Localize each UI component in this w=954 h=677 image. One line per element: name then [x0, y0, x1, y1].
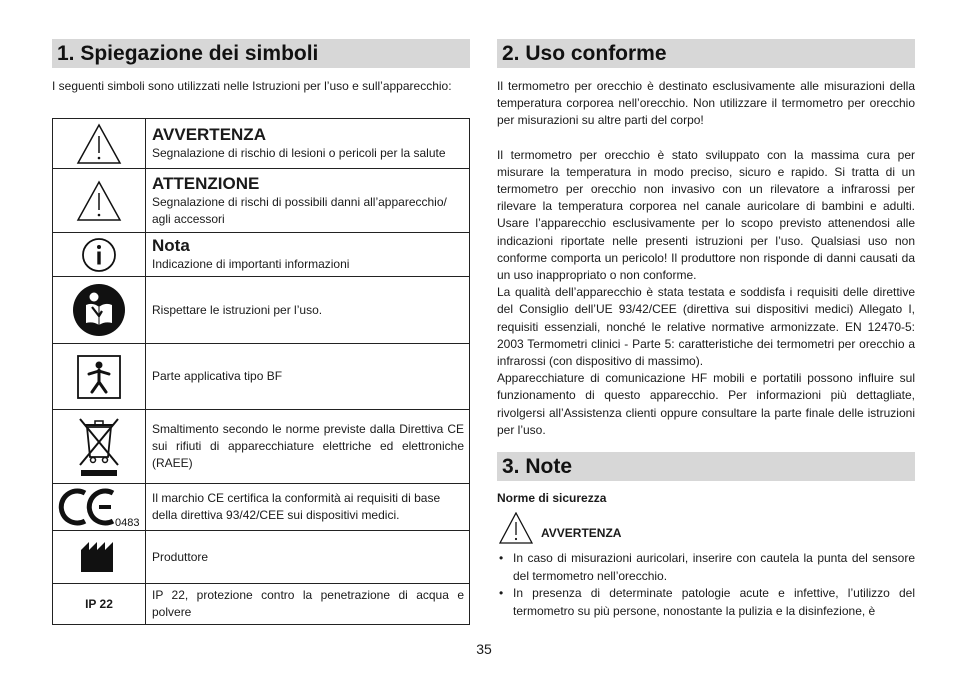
- symbol-text: Rispettare le istruzioni per l’uso.: [152, 302, 323, 317]
- warning-triangle-icon: [76, 123, 122, 165]
- info-circle-icon: [81, 237, 117, 273]
- symbol-text: Segnalazione di rischi di possibili danni all’apparecchio/ agli accessori: [152, 194, 447, 226]
- warning-label: AVVERTENZA: [541, 526, 622, 540]
- warning-triangle-icon: [76, 180, 122, 222]
- table-row: [53, 233, 470, 277]
- table-row: [53, 344, 470, 410]
- table-row: [53, 584, 470, 625]
- table-row: [53, 169, 470, 233]
- paragraph: Il termometro per orecchio è stato sviluppato con la massima cura per misurare la temperatura in modo preciso, sicuro e rapido. Si tratta di un termometro per orecchio non invasivo con un rilevatore a infrarossi per rilevare la temperatura corporea nel canale auricolare di bambini e adulti. Usare l’apparecchio esclusivamente per lo scopo previsto attenendosi alle indicazioni riportate nelle presenti istruzioni per l’uso. Qualsiasi uso non conforme comporta un pericolo! Il produttore non risponde di danni causati da un uso inappropriato o non conforme.: [497, 147, 915, 283]
- ip-rating-label: IP 22: [85, 597, 113, 611]
- symbols-intro: I seguenti simboli sono utilizzati nelle Istruzioni per l’uso e sull’apparecchio:: [52, 79, 452, 93]
- table-row: [53, 484, 470, 531]
- symbol-text: Parte applicativa tipo BF: [152, 369, 283, 383]
- weee-bin-icon: [76, 415, 122, 479]
- ce-mark-icon: [55, 487, 143, 527]
- type-bf-icon: [77, 355, 121, 399]
- symbol-text: Segnalazione di rischio di lesioni o pericoli per la salute: [152, 146, 446, 160]
- read-manual-icon: [72, 283, 126, 337]
- table-row: [53, 410, 470, 484]
- section-3-heading: 3. Note: [497, 452, 915, 481]
- table-row: [53, 119, 470, 169]
- symbol-title: Nota: [152, 236, 190, 255]
- page-number: 35: [476, 641, 492, 657]
- symbols-table: [52, 118, 470, 625]
- list-item: • In caso di misurazioni auricolari, inserire con cautela la punta del sensore del termometro nell’orecchio.: [497, 550, 915, 585]
- symbol-text: Produttore: [152, 549, 209, 564]
- safety-bullet-list: [497, 550, 915, 620]
- symbol-text: Smaltimento secondo le norme previste dalla Direttiva CE sui rifiuti di apparecchiature elettriche ed elettroniche (RAEE): [152, 422, 464, 470]
- symbol-title: AVVERTENZA: [152, 125, 266, 144]
- symbol-text: Il marchio CE certifica la conformità ai requisiti di base della direttiva 93/42/CEE sui dispositivi medici.: [152, 491, 441, 522]
- paragraph: Il termometro per orecchio è destinato esclusivamente alle misurazioni della temperatura corporea nell’orecchio. Non utilizzare il termometro per orecchio per misurazioni su altre parti del corpo!: [497, 79, 915, 128]
- section-2-heading: 2. Uso conforme: [497, 39, 915, 68]
- symbol-title: ATTENZIONE: [152, 173, 260, 193]
- section-2-body: [497, 78, 915, 439]
- ce-notified-body-number: 0483: [115, 517, 140, 527]
- safety-title: Norme di sicurezza: [497, 491, 607, 505]
- table-row: [53, 277, 470, 344]
- manufacturer-icon: [79, 540, 119, 574]
- symbol-text: IP 22, protezione contro la penetrazione di acqua e polvere: [152, 588, 464, 619]
- warning-triangle-icon: [499, 512, 533, 544]
- symbol-text: Indicazione di importanti informazioni: [152, 257, 350, 271]
- paragraph: Apparecchiature di comunicazione HF mobili e portatili possono influire sul funzionamento di questo apparecchio. Per informazioni più dettagliate, rivolgersi all’Assistenza clienti oppure consultare la parte finale delle istruzioni per l’uso.: [497, 371, 915, 437]
- list-item: • In presenza di determinate patologie acute e infettive, l’utilizzo del termometro su più persone, nonostante la pulizia e la disinfezione, è: [497, 585, 915, 620]
- table-row: [53, 531, 470, 584]
- paragraph: La qualità dell’apparecchio è stata testata e soddisfa i requisiti delle direttive del Consiglio dell’UE 93/42/CEE (direttiva sui dispositivi medici) Allegato I, requisiti essenziali, nonché le relative normative armonizzate. EN 12470-5: 2003 Termometri clinici - Parte 5: caratteristiche dei termometri per orecchio a infrarossi (con dispositivo di massimo).: [497, 285, 915, 369]
- section-1-heading: 1. Spiegazione dei simboli: [52, 39, 470, 68]
